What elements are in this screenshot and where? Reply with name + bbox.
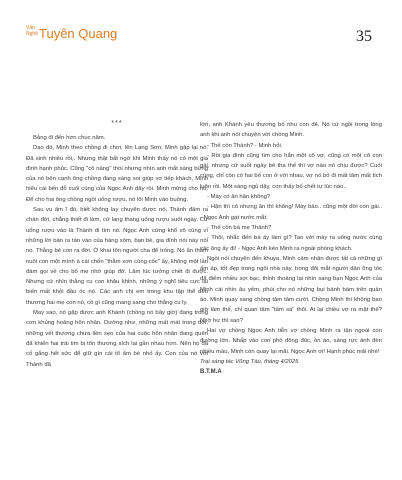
signature-note: Trại sáng tác Vũng Tàu, tháng 4/2025 — [200, 358, 299, 365]
dialogue-line: - Thế còn Thành? - Minh hỏi. — [207, 142, 283, 149]
paragraph: Sau vụ ấm ĩ đó, biết không lay chuyển được nó, Thành đâm ra chán đời, chẳng thiết đi làm, cứ lang thang uống rượu suốt ngày. Cứ uống rượu vào là Thành đi tìm nó. Ngọc Anh cứng khổ vô cùng vì những lời bàn ra tán vào của hàng xóm, bạn bè, gia đình nói này nói nọ. Thằng bé con ra đời. Ở khai tôn người cha để trống. Nó ẩn thầm nuôi con một mình à cái chốn "thằm xơn cùng cốc" ấy, không một lần dám gọi về cho bố mẹ nhớ giúp đỡ. Lâm lúc tưởng chết đi được. Nhưng cứ nhìn thằng cu con khảu khỉnh, những ý nghĩ tiêu cực lại biến mất khỏi đầu óc nó. Các anh chị em trong khu tập thể đều thương hai mẹ con nó, có gì cũng mang sang cho thằng cu ly. — [26, 207, 208, 306]
masthead-small-top: Văn — [26, 25, 35, 31]
masthead-small-bottom: Nghệ — [26, 31, 38, 37]
magazine-masthead — [26, 26, 146, 48]
paragraph: Bẵng đi đến hơn chục năm. — [33, 135, 106, 141]
paragraph: Hai vợ chồng Ngọc Anh tiễn vợ chồng Minh ra tận ngoài con đường lớn. Nhấp vào con phố đông đúc, ồn ào, sáng rực ánh đèn nhiều màu, Minh còn quay lại mãi. Ngọc Anh ơi! Hạnh phúc mãi nhé! — [200, 327, 382, 355]
dialogue-line: - Mày có ân hận không? — [207, 194, 271, 201]
dialogue-line: - Thế còn bà mẹ Thành? — [207, 224, 272, 231]
section-separator: *** — [111, 120, 123, 127]
masthead-brand: Tuyên Quang — [39, 26, 118, 41]
paragraph: lớn, anh Khánh yêu thương bố nhu con đẻ. Nó cứ ngồi trong lòng anh khi anh nói chuyện với chồng Minh. — [200, 122, 382, 139]
dialogue-line: - Hận thì có nhưng ân thì không! Mày bảo.. cũng một đời con gái.. - Ngọc Anh gạt nước mắt. — [200, 204, 382, 221]
left-column — [26, 119, 208, 370]
paragraph: Ngồi nói chuyện đến khuya, Minh cảm nhận được tất cả những gì ấm áp, tốt đẹp trong ngôi nhà này, trong đôi mắt người đàn ông tóc đã điểm nhiều sợi bạc, thỉnh thoảng lại nhìn sang bạn Ngọc Anh của Minh cái nhìn âu yếm, phúi cho nó những bụi bánh bám trên quần áo. Minh quay sang chồng tâm tâm cười. Chồng Minh thì không bao giờ làm thế, chỉ quan tâm "tấm sa" thôi. Ai lại chiều vợ ra mặt thế? Nhớ hư thì sao? — [200, 255, 382, 324]
dialogue-line: - Thôi, nhắc đến bà ấy làm gì? Tao với mày ra uống nước cùng các ông ấy đi! - Ngọc Anh kéo Minh ra ngoài phòng khách. — [200, 235, 382, 252]
dialogue-line: - Rồi gia đình cũng tìm cho hắn một cô vợ, cũng có một cô con gái, nhưng cứ suốt ngày bê tha thế thì vợ nào nó chịu được? Cuối cùng, chỉ còn có hai bố con ở với nhau, vợ nó bỏ đi mất tăm mất tích luôn rồi. Một sáng ngủ dậy, con thấy bố chết tự lúc nào.. — [200, 152, 382, 190]
right-column — [200, 120, 382, 377]
page-number: 35 — [356, 28, 372, 45]
paragraph: Dạo đó, Minh theo chồng đi chơi, lên Lạng Sơn, Minh gặp lại nó. Đã sinh nhiều rồi,. Nhưng thật bất ngờ khi Minh thấy nó có một gia đình hạnh phúc. Cũng "cô nàng" thói nhưng nhìn anh mắt sáng bừng của nó bên cạnh ông chồng đang sáng soi giúp vợ tiếp khách, Minh hiểu cái bến đỗ cuối cùng của Ngọc Anh đây rồi. Minh mừng cho nó. Để cho hai ông chồng ngồi uống rượu, nó lôi Minh vào buồng. — [26, 145, 208, 203]
signature-author: B.T.M.A — [200, 369, 222, 376]
paragraph: May sao, nó gặp được anh Khánh (chồng nó bây giờ) đang trong cơn khủng hoảng hôn nhân. Dường như, những mất mát trong đời, những vết thương chưa liền sẹo của hai cuộc hôn nhân đang quên đã khiến hai trái tim bị tổn thương xích lại gần nhau hơn. Nên họ đã cố gắng hết sức để giữ gìn cái tổ ấm bé nhỏ ấy. Con của nó với Thành đã — [26, 310, 208, 368]
